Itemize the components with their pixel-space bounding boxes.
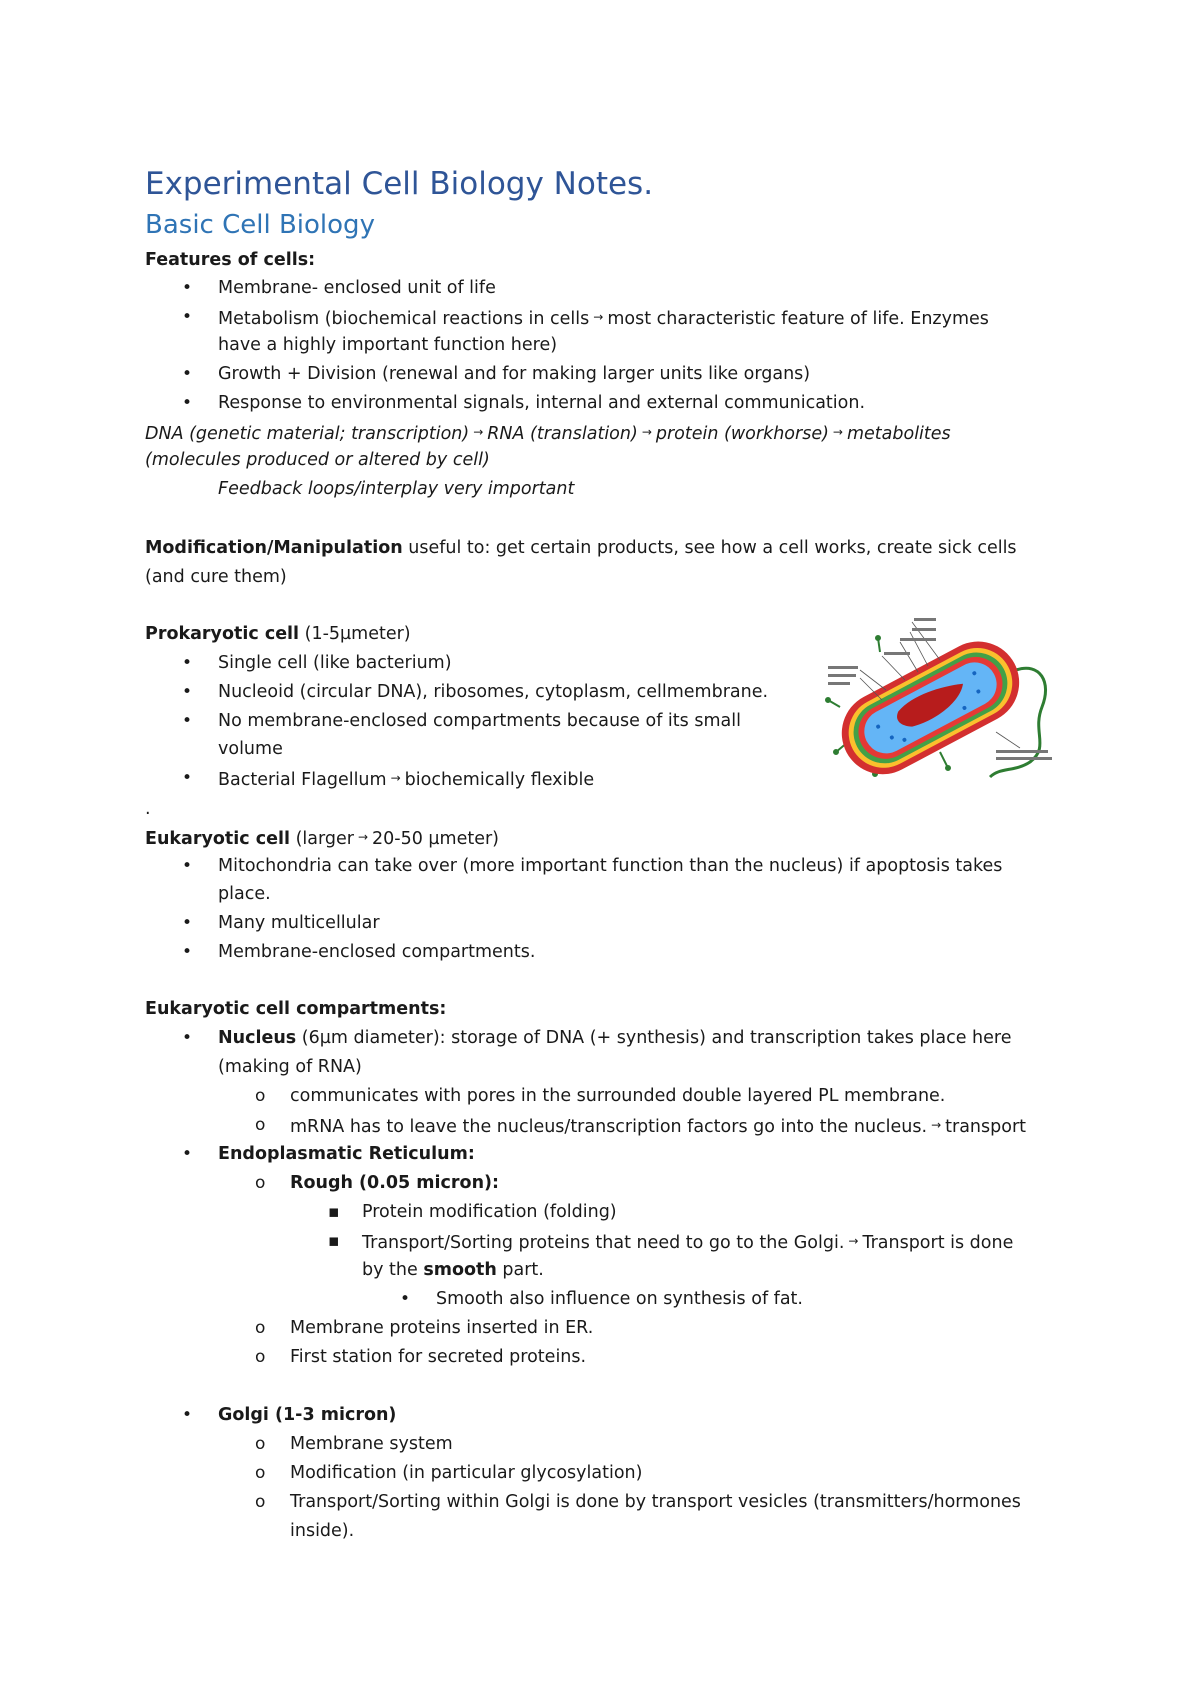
list-item-continuation: (making of RNA): [218, 1057, 362, 1077]
list-item: Response to environmental signals, internal and external communication.: [218, 393, 866, 413]
bullet-circle-icon: o: [255, 1115, 266, 1135]
bullet-circle-icon: o: [255, 1318, 266, 1338]
list-item: No membrane-enclosed compartments because of its small: [218, 711, 741, 731]
text: (larger: [290, 829, 354, 849]
bullet-circle-icon: o: [255, 1086, 266, 1106]
text: (6µm diameter): storage of DNA (+ synthesis) and transcription takes place here: [296, 1028, 1012, 1048]
bullet-circle-icon: o: [255, 1463, 266, 1483]
text: part.: [496, 1260, 544, 1280]
prokaryotic-cell-image: [820, 612, 1052, 782]
bullet-circle-icon: o: [255, 1434, 266, 1454]
dna-flow-continuation: (molecules produced or altered by cell): [145, 450, 490, 470]
bold-term: Nucleus: [218, 1028, 297, 1048]
list-item: [218, 306, 989, 330]
bold-term: Eukaryotic cell: [145, 829, 290, 849]
text: metabolites: [846, 424, 951, 444]
sub-list-item: communicates with pores in the surrounded double layered PL membrane.: [290, 1086, 946, 1106]
list-item-continuation: volume: [218, 739, 283, 759]
bullet-disc-icon: •: [182, 1405, 193, 1425]
modification-continuation: (and cure them): [145, 567, 287, 587]
bold-term: Prokaryotic cell: [145, 624, 300, 644]
bullet-disc-icon: •: [182, 856, 193, 876]
page-title: Experimental Cell Biology Notes.: [145, 166, 654, 202]
list-item-continuation: have a highly important function here): [218, 335, 558, 355]
bullet-disc-icon: •: [400, 1289, 411, 1309]
sub-list-item: Rough (0.05 micron):: [290, 1173, 500, 1193]
sub-list-item: Transport/Sorting within Golgi is done by transport vesicles (transmitters/hormones: [290, 1492, 1021, 1512]
text: (1-5µmeter): [299, 624, 411, 644]
sub-sub-list-item: Protein modification (folding): [362, 1202, 617, 1222]
sub-sub-list-item-continuation: [362, 1259, 544, 1281]
bullet-circle-icon: o: [255, 1492, 266, 1512]
text: 20-50 µmeter): [372, 829, 500, 849]
bullet-circle-icon: o: [255, 1347, 266, 1367]
bold-term: smooth: [423, 1260, 497, 1280]
list-item: Single cell (like bacterium): [218, 653, 452, 673]
sub-list-item: Membrane proteins inserted in ER.: [290, 1318, 594, 1338]
compartments-heading: Eukaryotic cell compartments:: [145, 999, 447, 1019]
bullet-disc-icon: •: [182, 278, 193, 298]
bullet-disc-icon: •: [182, 682, 193, 702]
text: Transport/Sorting proteins that need to go to the Golgi.: [362, 1233, 845, 1253]
sub-list-item: Membrane system: [290, 1434, 453, 1454]
text: useful to: get certain products, see how a cell works, create sick cells: [402, 538, 1017, 558]
bullet-disc-icon: •: [182, 364, 193, 384]
text: DNA (genetic material; transcription): [145, 424, 470, 444]
bullet-circle-icon: o: [255, 1173, 266, 1193]
feedback-note: Feedback loops/interplay very important: [218, 479, 575, 499]
text: RNA (translation): [487, 424, 638, 444]
arrow-icon: →: [832, 425, 843, 439]
eukaryotic-heading: [145, 826, 499, 850]
features-heading: Features of cells:: [145, 250, 316, 270]
sub-list-item: First station for secreted proteins.: [290, 1347, 587, 1367]
list-item: Nucleoid (circular DNA), ribosomes, cytoplasm, cellmembrane.: [218, 682, 769, 702]
list-item-text: Metabolism (biochemical reactions in cells: [218, 309, 590, 329]
list-item: Growth + Division (renewal and for making larger units like organs): [218, 364, 811, 384]
section-heading: Basic Cell Biology: [145, 210, 375, 240]
list-item: Golgi (1-3 micron): [218, 1405, 397, 1425]
dna-flow-line: [145, 421, 951, 445]
list-item: Membrane-enclosed compartments.: [218, 942, 536, 962]
arrow-icon: →: [390, 771, 401, 785]
bullet-disc-icon: •: [182, 1028, 193, 1048]
bold-term: Modification/Manipulation: [145, 538, 403, 558]
list-item: Mitochondria can take over (more important function than the nucleus) if apoptosis takes: [218, 856, 1003, 876]
bullet-disc-icon: •: [182, 307, 193, 327]
list-item: Many multicellular: [218, 913, 380, 933]
arrow-icon: →: [931, 1118, 942, 1132]
bacterium-illustration: [820, 612, 1052, 782]
list-item: Endoplasmatic Reticulum:: [218, 1144, 475, 1164]
list-item-text: most characteristic feature of life. Enzymes: [607, 309, 989, 329]
text: Transport is done: [862, 1233, 1014, 1253]
list-item: [218, 1027, 1012, 1049]
bullet-square-icon: ▪: [328, 1231, 340, 1251]
stray-period: .: [145, 799, 151, 819]
list-item-text: biochemically flexible: [404, 770, 595, 790]
text: transport: [945, 1117, 1027, 1137]
sub-list-item: [290, 1114, 1026, 1138]
arrow-icon: →: [473, 425, 484, 439]
sub-list-item-continuation: inside).: [290, 1521, 355, 1541]
bullet-disc-icon: •: [182, 913, 193, 933]
text: by the: [362, 1260, 424, 1280]
bullet-disc-icon: •: [182, 653, 193, 673]
level4-list-item: Smooth also influence on synthesis of fat.: [436, 1289, 803, 1309]
arrow-icon: →: [641, 425, 652, 439]
bullet-disc-icon: •: [182, 942, 193, 962]
text: protein (workhorse): [655, 424, 829, 444]
bullet-disc-icon: •: [182, 393, 193, 413]
list-item: Membrane- enclosed unit of life: [218, 278, 496, 298]
bullet-square-icon: ▪: [328, 1202, 340, 1222]
arrow-icon: →: [593, 310, 604, 324]
arrow-icon: →: [848, 1234, 859, 1248]
bullet-disc-icon: •: [182, 711, 193, 731]
list-item-continuation: place.: [218, 884, 271, 904]
arrow-icon: →: [357, 830, 368, 844]
sub-list-item: Modification (in particular glycosylation): [290, 1463, 643, 1483]
text: mRNA has to leave the nucleus/transcription factors go into the nucleus.: [290, 1117, 928, 1137]
prokaryotic-heading: [145, 623, 411, 645]
list-item: [218, 767, 594, 791]
modification-paragraph: [145, 537, 1017, 559]
list-item-text: Bacterial Flagellum: [218, 770, 387, 790]
bullet-disc-icon: •: [182, 768, 193, 788]
sub-sub-list-item: [362, 1230, 1013, 1254]
bullet-disc-icon: •: [182, 1144, 193, 1164]
